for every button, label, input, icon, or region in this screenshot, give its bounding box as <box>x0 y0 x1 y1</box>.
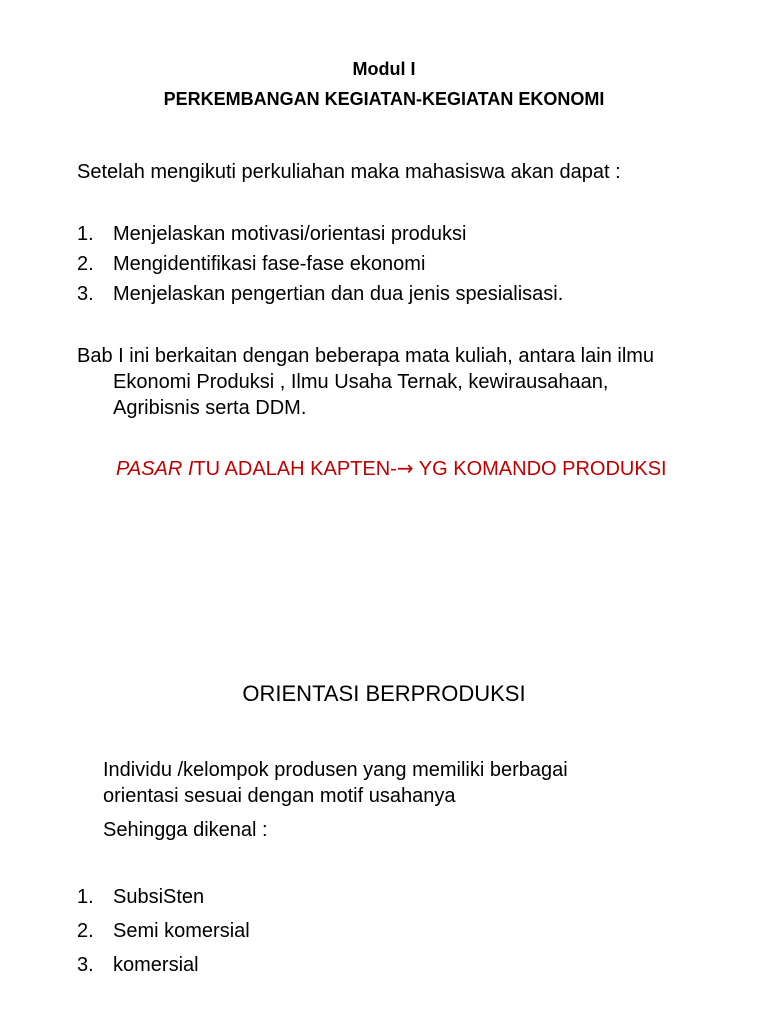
list-number: 2. <box>77 253 94 275</box>
list-text: Menjelaskan pengertian dan dua jenis spesialisasi. <box>113 283 564 305</box>
list-number: 1. <box>77 886 94 908</box>
market-quote <box>116 456 667 481</box>
module-heading: Modul I <box>352 59 416 79</box>
module-title: PERKEMBANGAN KEGIATAN-KEGIATAN EKONOMI <box>163 89 605 109</box>
list-text: Menjelaskan motivasi/orientasi produksi <box>113 223 467 245</box>
paragraph-line: Ekonomi Produksi , Ilmu Usaha Ternak, kewirausahaan, <box>113 371 609 393</box>
list-number: 1. <box>77 223 94 245</box>
arrow-right-icon: → <box>396 456 414 480</box>
market-quote-text: TU ADALAH KAPTEN- <box>193 458 397 480</box>
list-number: 3. <box>77 283 94 305</box>
list-number: 2. <box>77 920 94 942</box>
list-text: Semi komersial <box>113 920 250 942</box>
market-quote-italic: PASAR I <box>116 458 194 480</box>
paragraph-line: Agribisnis serta DDM. <box>113 397 307 419</box>
known-label: Sehingga dikenal : <box>103 819 268 841</box>
list-text: komersial <box>113 954 199 976</box>
section-title: ORIENTASI BERPRODUKSI <box>242 681 526 706</box>
list-text: SubsiSten <box>113 886 205 908</box>
market-quote-tail: YG KOMANDO PRODUKSI <box>413 458 667 480</box>
paragraph-line: Individu /kelompok produsen yang memiliki berbagai <box>103 759 568 781</box>
list-text: Mengidentifikasi fase-fase ekonomi <box>113 253 426 275</box>
intro-text: Setelah mengikuti perkuliahan maka mahasiswa akan dapat : <box>77 161 621 183</box>
list-number: 3. <box>77 954 94 976</box>
paragraph-line: orientasi sesuai dengan motif usahanya <box>103 785 456 807</box>
paragraph-line: Bab I ini berkaitan dengan beberapa mata kuliah, antara lain ilmu <box>77 345 655 367</box>
